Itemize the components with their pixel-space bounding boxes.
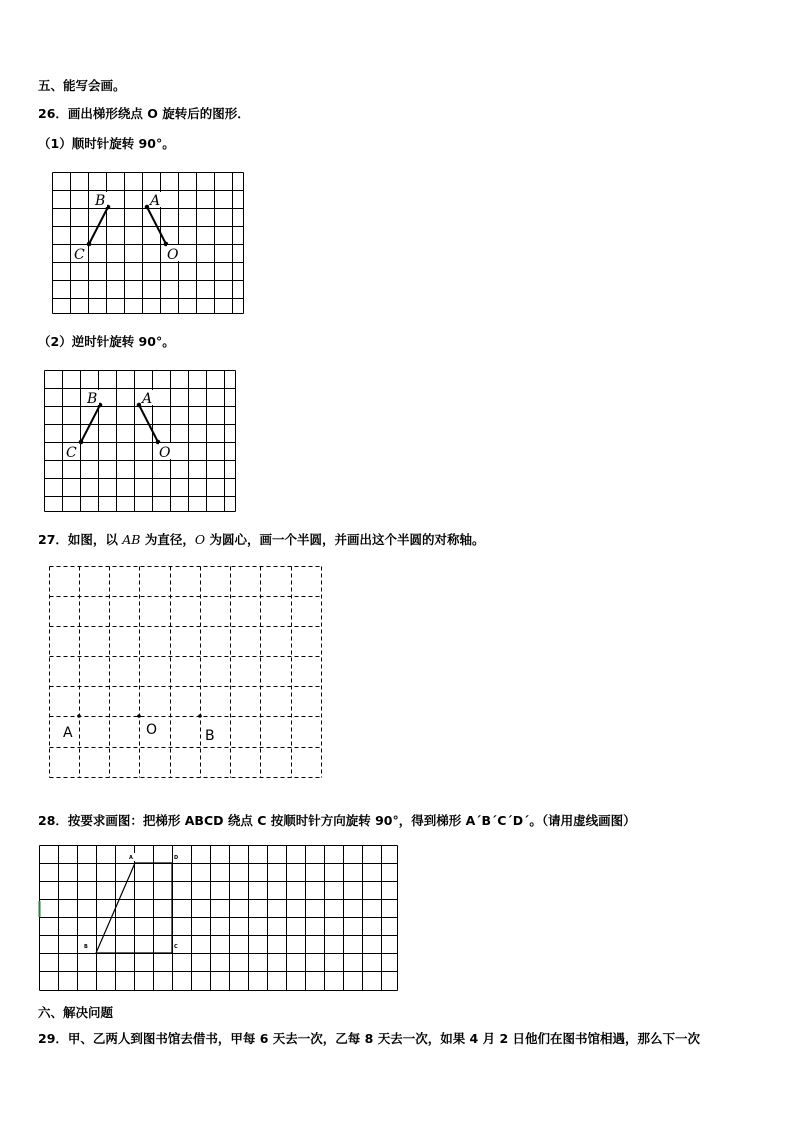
question-number: 28．	[38, 813, 68, 828]
question-number: 29．	[38, 1031, 68, 1046]
label-o: O	[146, 722, 158, 738]
point-c	[87, 242, 92, 247]
label-b: B	[95, 193, 106, 209]
question-text: 甲、乙两人到图书馆去借书，甲每 6 天去一次，乙每 8 天去一次，如果 4 月 2 日他们在图书馆相遇，那么下一次	[67, 1031, 701, 1046]
label-b: B	[205, 728, 215, 744]
question-29	[38, 1031, 700, 1047]
label-o: O	[159, 445, 171, 461]
label-c: C	[66, 445, 77, 461]
question-26	[38, 106, 250, 122]
segment-ab: AB	[122, 532, 141, 547]
grid-lines	[45, 371, 236, 512]
question-26-part-2: （2）逆时针旋转 90°。	[38, 334, 175, 349]
grid-figure-2	[44, 370, 236, 512]
question-number: 26．	[38, 106, 68, 121]
dashed-grid-lines	[50, 567, 322, 778]
label-o: O	[167, 247, 179, 263]
question-27: 27．如图，以 AB 为直径，O 为圆心，画一个半圆，并画出这个半圆的对称轴。	[38, 532, 485, 547]
point-a	[77, 714, 81, 718]
center-o: O	[194, 532, 206, 547]
label-d: D	[174, 855, 179, 861]
question-26-part-1: （1）顺时针旋转 90°。	[38, 136, 175, 151]
label-a: A	[150, 193, 161, 209]
point-b	[198, 714, 202, 718]
grid-lines	[53, 173, 244, 314]
label-a: A	[129, 855, 133, 861]
question-number: 27．	[38, 532, 68, 547]
question-text: 按要求画图：把梯形 ABCD 绕点 C 按顺时针方向旋转 90°，得到梯形 A´B´C´D´。（请用虚线画图）	[67, 813, 636, 828]
label-b: B	[84, 944, 88, 950]
trapezoid-sides	[81, 405, 158, 442]
label-c: C	[174, 944, 178, 950]
grid-lines	[40, 846, 398, 991]
label-c: C	[74, 247, 85, 263]
label-a: A	[63, 725, 73, 741]
point-a	[137, 403, 142, 408]
dashed-grid-figure	[49, 566, 322, 778]
question-28	[38, 813, 636, 829]
point-o	[137, 714, 141, 718]
question-text: 画出梯形绕点 O 旋转后的图形．	[67, 106, 250, 121]
section-title-5: 五、能写会画。	[38, 78, 126, 93]
grid-figure-1	[52, 172, 244, 314]
point-a	[145, 205, 150, 210]
grid-figure-3	[39, 845, 398, 991]
label-a: A	[142, 391, 153, 407]
trapezoid-sides	[89, 207, 166, 244]
point-c	[79, 440, 84, 445]
label-b: B	[87, 391, 98, 407]
section-title-6: 六、解决问题	[38, 1005, 114, 1020]
